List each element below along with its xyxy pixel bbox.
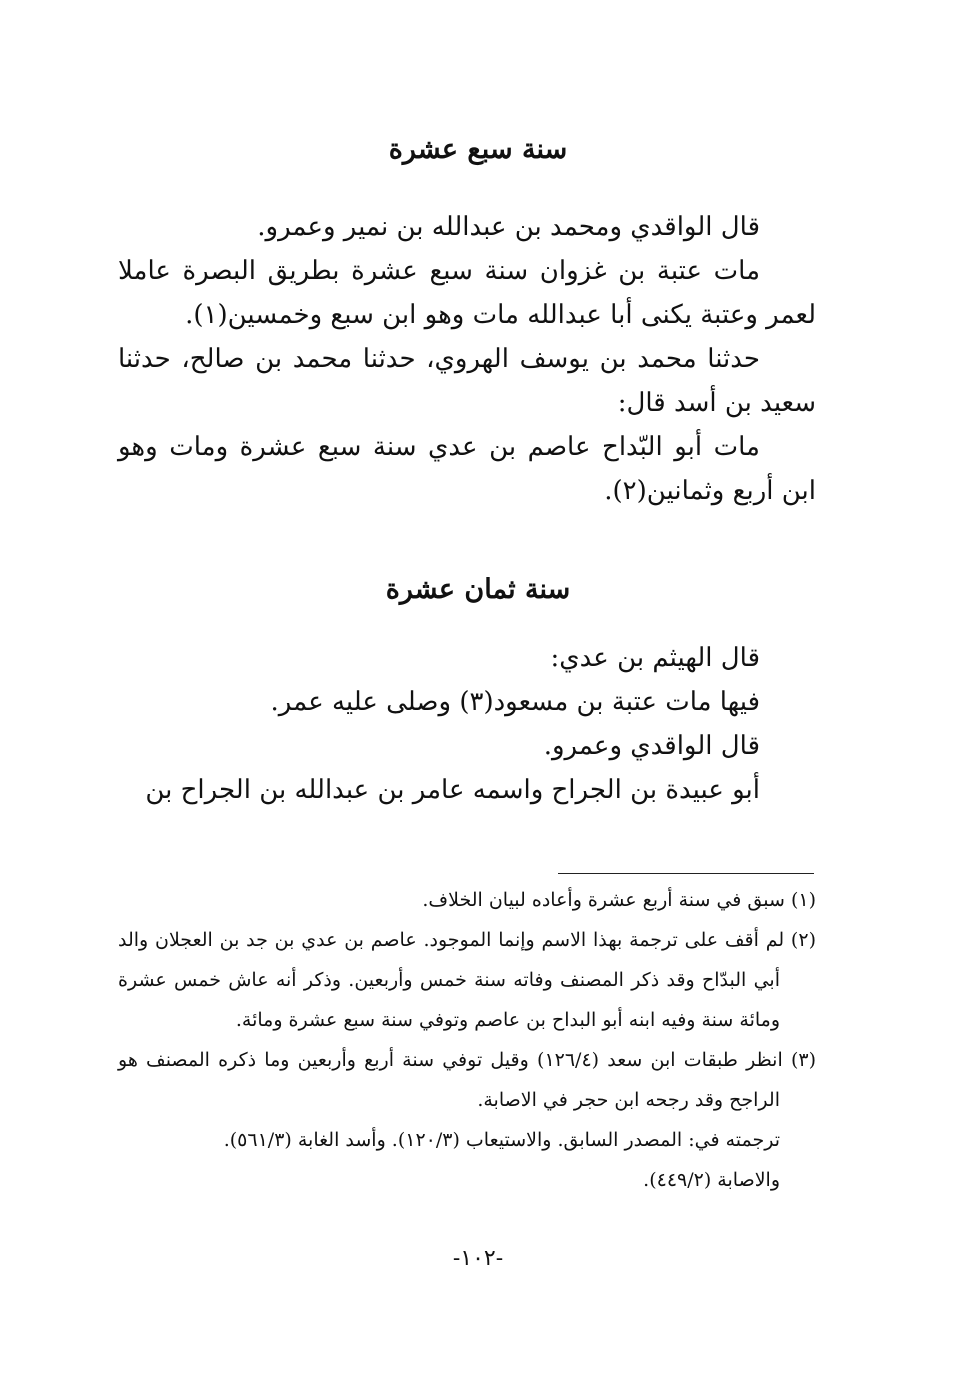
- footnote-2: (٢) لم أقف على ترجمة بهذا الاسم وإنما الموجود. عاصم بن عدي بن جد بن العجلان والد أبي البدّاح وقد ذكر المصنف وفاته سنة خمس وأربعين. وذكر أنه عاش خمس عشرة ومائة سنة وفيه ابنه أبو البداح بن عاصم وتوفي سنة سبع عشرة ومائة.: [118, 929, 816, 1031]
- paragraph: قال الهيثم بن عدي:: [550, 643, 760, 673]
- paragraph: قال الواقدي ومحمد بن عبدالله بن نمير وعمرو.: [257, 212, 760, 242]
- footnote-divider: [558, 873, 814, 874]
- paragraph: مات عتبة بن غزوان سنة سبع عشرة بطريق البصرة عاملا لعمر وعتبة يكنى أبا عبدالله مات وهو ابن سبع وخمسين(١).: [118, 256, 816, 330]
- footnotes: [118, 880, 816, 1200]
- paragraph: فيها مات عتبة بن مسعود(٣) وصلى عليه عمر.: [270, 687, 760, 717]
- page-number: -١٠٢-: [452, 1246, 504, 1271]
- section-heading-year-18: سنة ثمان عشرة: [385, 574, 571, 605]
- footnote-3-continuation: ترجمته في: المصدر السابق. والاستيعاب (١٢٠/٣). وأسد الغابة (٥٦١/٣).: [223, 1129, 780, 1151]
- section-heading-year-17: سنة سبع عشرة: [388, 134, 568, 165]
- footnote-1: (١) سبق في سنة أربع عشرة وأعاده لبيان الخلاف.: [422, 889, 816, 911]
- section-body-year-17: [118, 205, 816, 513]
- footnote-3: (٣) انظر طبقات ابن سعد (١٢٦/٤) وقيل توفي سنة أربع وأربعين وما ذكره المصنف هو الراجح وقد رجحه ابن حجر في الاصابة.: [118, 1049, 816, 1111]
- paragraph: حدثنا محمد بن يوسف الهروي، حدثنا محمد بن صالح، حدثنا سعيد بن أسد قال:: [118, 344, 816, 418]
- section-body-year-18: [118, 636, 816, 812]
- paragraph: مات أبو البّداح عاصم بن عدي سنة سبع عشرة ومات وهو ابن أربع وثمانين(٢).: [118, 432, 816, 506]
- paragraph: قال الواقدي وعمرو.: [543, 731, 760, 761]
- footnote-3-continuation: والاصابة (٤٤٩/٢).: [643, 1169, 780, 1191]
- paragraph: أبو عبيدة بن الجراح واسمه عامر بن عبدالله بن الجراح بن: [145, 775, 760, 805]
